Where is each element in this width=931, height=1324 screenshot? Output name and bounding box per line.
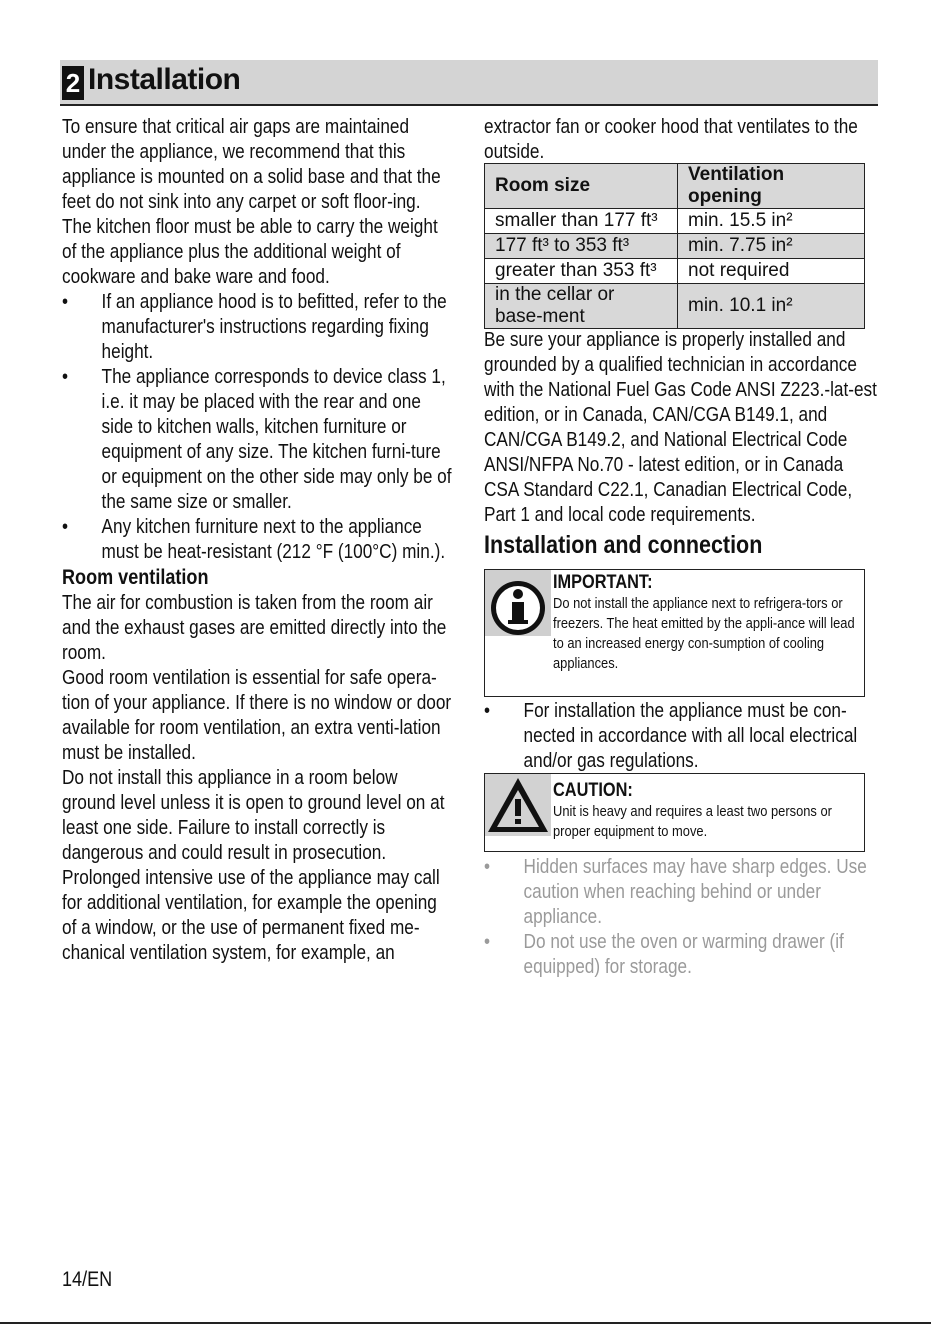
table-cell: min. 10.1 in² [678,284,865,329]
paragraph: The kitchen floor must be able to carry the weight of the appliance plus the additional weight of cookware and bake ware and food. [62,216,438,288]
bullet-text: If an appliance hood is to befitted, refer to the manufacturer's instructions regarding fixing height. [101,291,447,363]
table-header-cell: Ventilation opening [678,164,865,209]
table-cell: not required [678,259,865,284]
room-ventilation-heading: Room ventilation [62,566,209,589]
chapter-header [60,60,878,106]
table-row [485,209,865,234]
bullet-text: For installation the appliance must be con-nected in accordance with all local electrical and/or gas regulations. [523,700,858,772]
table-row [485,234,865,259]
paragraph: Be sure your appliance is properly installed and grounded by a qualified technician in accordance with the National Fuel Gas Code ANSI Z223.-lat-est edition, or in Canada, CAN/CGA B149.1, and CAN/CGA B149.2, and National Electrical Code ANSI/NFPA No.70 - latest edition, or in Canada CSA Standard C22.1, Canadian Electrical Code, Part 1 and local code requirements. [484,329,877,526]
table-cell: 177 ft³ to 353 ft³ [485,234,678,259]
page-number: 14/EN [62,1268,113,1291]
important-text: Do not install the appliance next to refrigera-tors or freezers. The heat emitted by the appli-ance will lead to an increased energy con-sumption of cooling appliances. [553,595,855,672]
bullet-icon: • [484,856,491,878]
table-row [485,259,865,284]
bullet-text: Do not use the oven or warming drawer (if equipped) for storage. [523,931,844,978]
right-column-middle [484,328,880,560]
paragraph: Prolonged intensive use of the appliance may call for additional ventilation, for example the opening of a window, or the use of permanent fixed me-chanical ventilation system, for example, an [62,867,440,964]
right-column-top [484,115,880,165]
caution-title: CAUTION: [553,780,633,801]
bullet-icon: • [62,291,69,313]
bullet-text: Any kitchen furniture next to the appliance must be heat-resistant (212 °F (100°C) min.). [101,516,446,563]
table-cell: min. 7.75 in² [678,234,865,259]
chapter-title: Installation [88,63,241,96]
caution-notice [484,773,865,852]
paragraph: Good room ventilation is essential for safe opera-tion of your appliance. If there is no window or door available for room ventilation, an extra venti-lation must be installed. [62,667,452,764]
installation-heading: Installation and connection [484,531,763,559]
table-cell: in the cellar or base-ment [485,284,678,329]
important-title: IMPORTANT: [553,572,653,593]
left-column [62,115,453,966]
warning-icon [485,774,551,836]
ventilation-table [484,163,865,329]
bullet-item [484,930,880,980]
bullet-item [62,290,453,365]
bullet-icon: • [484,931,491,953]
bullet-icon: • [484,700,491,722]
paragraph: To ensure that critical air gaps are maintained under the appliance, we recommend that this appliance is mounted on a solid base and that the feet do not sink into any carpet or soft floor-ing. [62,116,441,213]
bullet-item [62,365,453,515]
bullet-text: The appliance corresponds to device class 1, i.e. it may be placed with the rear and one side to kitchen walls, kitchen furniture or equipment of any size. The kitchen furni-ture or equipment on the other side may only be of the same size or smaller. [101,366,452,513]
caution-text: Unit is heavy and requires a least two persons or proper equipment to move. [553,803,832,840]
table-cell: smaller than 177 ft³ [485,209,678,234]
table-header-row [485,164,865,209]
table-cell: min. 15.5 in² [678,209,865,234]
bullet-icon: • [62,366,69,388]
table-header-cell: Room size [485,164,678,209]
bullet-item [62,515,453,565]
bullet-icon: • [62,516,69,538]
important-notice [484,569,865,697]
table-cell: greater than 353 ft³ [485,259,678,284]
paragraph: Do not install this appliance in a room below ground level unless it is open to ground level on at least one side. Failure to install correctly is dangerous and could result in prosecution. [62,767,445,864]
right-bullet [484,699,880,774]
faded-bullets [484,855,880,980]
paragraph: The air for combustion is taken from the room air and the exhaust gases are emitted directly into the room. [62,592,447,664]
info-icon [485,570,551,636]
bullet-text: Hidden surfaces may have sharp edges. Use caution when reaching behind or under appliance. [523,856,867,928]
chapter-number: 2 [62,66,84,100]
paragraph: extractor fan or cooker hood that ventilates to the outside. [484,116,858,163]
bullet-item [484,855,880,930]
bullet-item [484,699,880,774]
table-row [485,284,865,329]
